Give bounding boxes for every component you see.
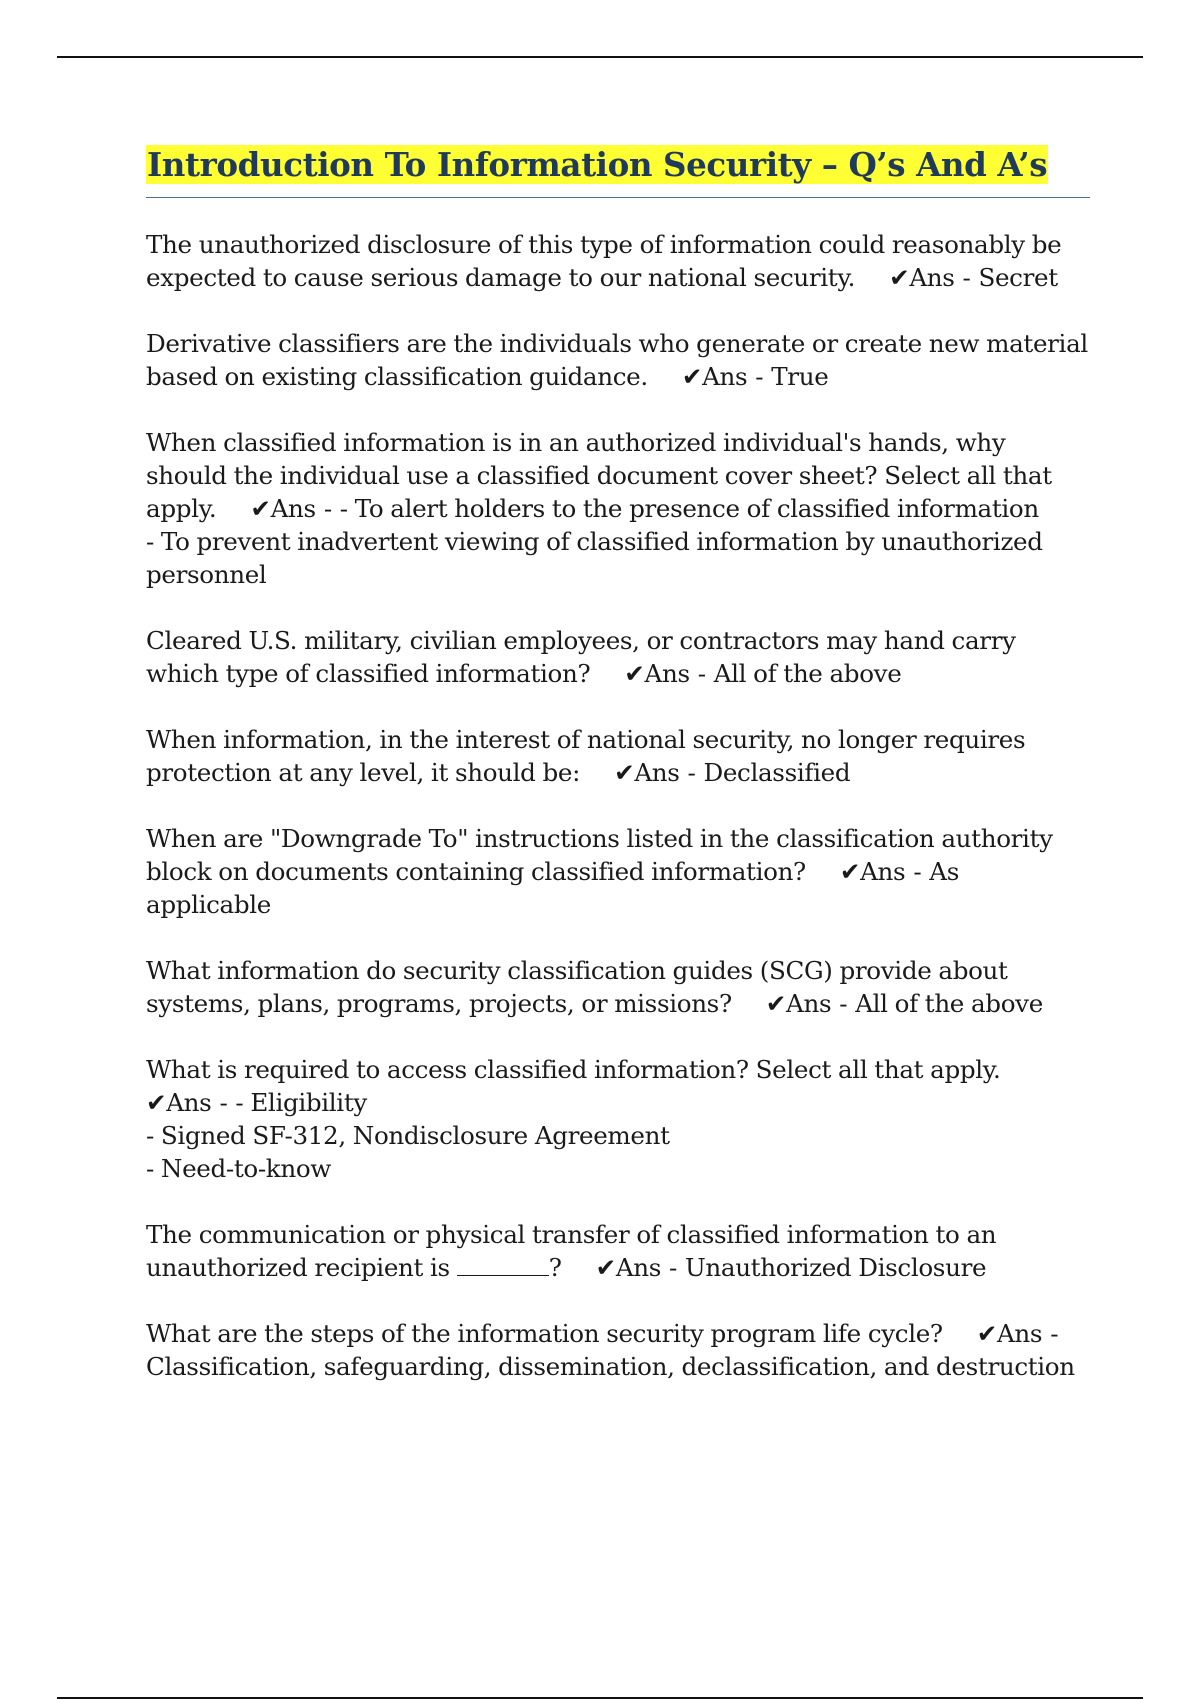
answer-separator: -	[839, 989, 848, 1018]
answer-marker	[624, 659, 713, 688]
qa-item	[146, 624, 1090, 690]
document-title: Introduction To Information Security – Q’s And A’s	[147, 145, 1048, 184]
question-text: The communication or physical transfer of classified information to an unauthorized recipient is	[146, 1220, 997, 1282]
answer-separator: -	[755, 362, 764, 391]
answer-text: Unauthorized Disclosure	[685, 1253, 987, 1282]
question-text: When information, in the interest of national security, no longer requires protection at any level, it should be:	[146, 725, 1026, 787]
answer-marker	[250, 494, 339, 523]
answer-text: All of the above	[855, 989, 1043, 1018]
check-icon: ✔Ans	[250, 494, 316, 523]
answer-text: Declassified	[703, 758, 851, 787]
answer-text: True	[771, 362, 829, 391]
check-icon: ✔Ans	[976, 1319, 1043, 1348]
answer-marker	[614, 758, 703, 787]
check-icon: ✔Ans	[146, 1088, 212, 1117]
check-icon: ✔Ans	[765, 989, 832, 1018]
answer-text: As applicable	[146, 857, 959, 919]
question-text: What is required to access classified information? Select all that apply.	[146, 1055, 1001, 1084]
header-rule	[57, 56, 1143, 58]
answer-continuation: - Signed SF-312, Nondisclosure Agreement	[146, 1121, 670, 1150]
answer-first-line	[146, 1086, 1090, 1119]
answer-separator: -	[669, 1253, 678, 1282]
answer-marker	[766, 989, 855, 1018]
check-icon: ✔Ans	[595, 1253, 662, 1282]
answer-separator: -	[697, 659, 706, 688]
question-text: When are "Downgrade To" instructions listed in the classification authority block on documents containing classified information?	[146, 824, 1053, 886]
answer-continuation: - To prevent inadvertent viewing of classified information by unauthorized personnel	[146, 527, 1043, 589]
answer-text: Secret	[978, 263, 1058, 292]
qa-item	[146, 954, 1090, 1020]
qa-item	[146, 228, 1090, 294]
answer-marker	[889, 263, 978, 292]
answer-separator: -	[913, 857, 922, 886]
qa-item	[146, 1317, 1090, 1383]
answer-text: All of the above	[713, 659, 902, 688]
qa-item	[146, 1218, 1090, 1284]
answer-separator: -	[219, 1088, 228, 1117]
answer-marker	[682, 362, 771, 391]
answer-marker	[977, 1319, 1066, 1348]
answer-separator: -	[962, 263, 971, 292]
answer-marker	[596, 1253, 685, 1282]
answer-continuation: - Need-to-know	[146, 1154, 332, 1183]
answer-separator: -	[1050, 1319, 1059, 1348]
answer-marker	[840, 857, 929, 886]
qa-item	[146, 723, 1090, 789]
question-text: The unauthorized disclosure of this type of information could reasonably be expected to cause serious damage to our national security.	[146, 230, 1062, 292]
question-text: What information do security classification guides (SCG) provide about systems, plans, programs, projects, or missions?	[146, 956, 1008, 1018]
footer-rule	[57, 1697, 1143, 1699]
question-text: What are the steps of the information security program life cycle?	[146, 1319, 943, 1348]
check-icon: ✔Ans	[681, 362, 748, 391]
qa-item	[146, 1053, 1090, 1185]
answer-text: - Eligibility	[235, 1088, 367, 1117]
check-icon: ✔Ans	[839, 857, 906, 886]
question-text: When classified information is in an authorized individual's hands, why should the individual use a classified document cover sheet? Select all that apply.	[146, 428, 1052, 523]
answer-text: - To alert holders to the presence of classified information	[339, 494, 1039, 523]
qa-item	[146, 327, 1090, 393]
title-block	[146, 142, 1090, 198]
answer-separator: -	[323, 494, 332, 523]
question-text: Derivative classifiers are the individuals who generate or create new material based on existing classification guidance.	[146, 329, 1088, 391]
check-icon: ✔Ans	[614, 758, 680, 787]
check-icon: ✔Ans	[889, 263, 955, 292]
check-icon: ✔Ans	[624, 659, 690, 688]
question-suffix: ?	[548, 1253, 562, 1282]
answer-text: Classification, safeguarding, dissemination, declassification, and destruction	[146, 1352, 1075, 1381]
document-body	[146, 142, 1090, 1416]
fill-in-blank	[457, 1255, 549, 1276]
qa-item	[146, 426, 1090, 591]
question-text: Cleared U.S. military, civilian employees, or contractors may hand carry which type of classified information?	[146, 626, 1016, 688]
answer-separator: -	[687, 758, 696, 787]
qa-item	[146, 822, 1090, 921]
